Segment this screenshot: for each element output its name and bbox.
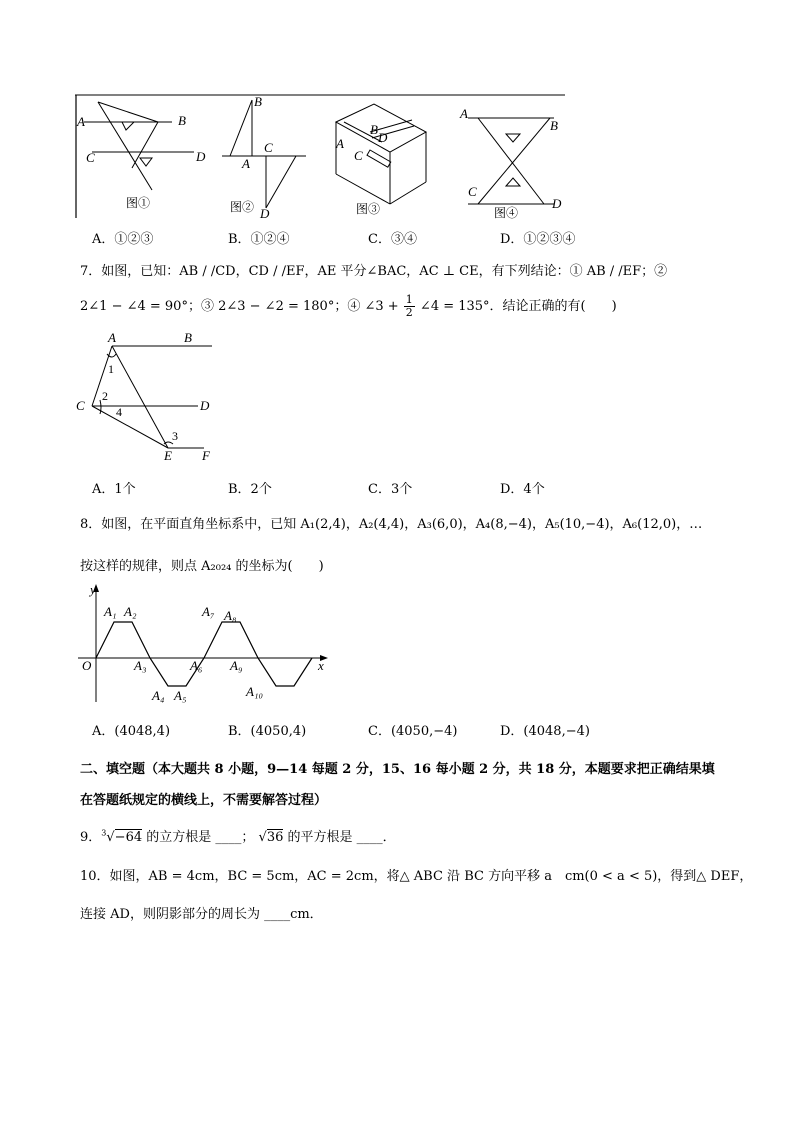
section2-heading-line2: 在答题纸规定的横线上，不需要解答过程） [80,793,328,808]
fig-option-a[interactable]: A．①②③ [92,232,154,247]
q7-figure [72,330,222,464]
fig2-label-b: B [254,94,262,109]
fig-option-d[interactable]: D．①②③④ [500,232,576,247]
q8-label-a2: A₂ [124,604,137,619]
figure-row [74,94,566,224]
q8-line2: 按这样的规律，则点 A₂₀₂₄ 的坐标为( ) [80,559,324,574]
q8-label-a8: A₈ [224,608,237,623]
q7-fraction [404,294,415,319]
fig-option-b[interactable]: B．①②④ [228,232,290,247]
q7-line2-a: 2∠1 − ∠4 = 90°；③ 2∠3 − ∠2 = 180°；④ ∠3 + [80,299,399,314]
q8-label-a3: A₃ [134,658,147,673]
q7-label-e: E [164,448,172,463]
fig2-caption: 图② [230,200,255,214]
fig3-caption: 图③ [356,202,381,216]
fig3-label-b: B [370,122,378,137]
q7-angle-3: 3 [172,429,178,443]
q9-mid: 的立方根是 ____； [146,830,255,845]
q7-option-a[interactable]: A．1个 [92,482,136,497]
q7-angle-4: 4 [116,405,122,419]
q8-option-b[interactable]: B．(4050,4) [228,724,307,739]
q8-option-a[interactable]: A．(4048,4) [92,724,171,739]
q9-root2-sign: √ [258,830,267,845]
q7-figure-drawing [72,330,222,464]
fig1-caption: 图① [126,196,151,210]
q8-label-a7: A₇ [202,604,215,619]
q7-angle-1: 1 [108,362,114,376]
q8-graph-drawing [74,582,336,708]
fig1-label-c: C [86,150,95,165]
fig4-label-b: B [550,118,558,133]
figure-3 [335,104,426,204]
q8-option-d[interactable]: D．(4048,−4) [500,724,590,739]
fig4-caption: 图④ [494,206,519,220]
q7-frac-num: 1 [405,293,413,306]
fig2-label-c: C [264,140,273,155]
q9-root1-sign: √ [106,830,115,845]
q7-label-c: C [76,398,85,413]
fig1-label-b: B [178,113,186,128]
q7-line1: 7．如图，已知：AB / /CD，CD / /EF，AE 平分∠BAC，AC ⊥ CE，有下列结论：① AB / /EF；② [80,264,668,279]
q8-label-y: y [90,582,96,597]
q9-root2-radicand: 36 [266,830,284,845]
q8-label-a5: A₅ [174,688,187,703]
q8-line1: 8．如图，在平面直角坐标系中，已知 A₁(2,4)，A₂(4,4)，A₃(6,0)，A₄(8,−4)，A₅(10,−4)，A₆(12,0)，… [80,517,703,532]
q8-label-a4: A₄ [152,688,165,703]
fig-option-c[interactable]: C．③④ [368,232,417,247]
q7-angle-2: 2 [102,389,108,403]
fig4-label-a: A [460,106,468,121]
figure-4 [459,106,562,211]
q9-root1-index: 3 [101,828,107,838]
q10-line1: 10．如图，AB = 4cm，BC = 5cm，AC = 2cm，将△ ABC 沿 BC 方向平移 a cm(0 < a < 5)，得到△ DEF， [80,869,753,884]
fig3-label-d: D [378,130,388,145]
q7-frac-den: 2 [405,306,413,319]
q7-option-d[interactable]: D．4个 [500,482,545,497]
q8-label-x: x [318,658,324,673]
q7-label-a: A [108,330,116,345]
q8-label-a10: A₁₀ [246,684,263,699]
q7-label-f: F [202,448,210,463]
figure-1 [76,102,206,190]
q7-line2-b: ∠4 = 135°．结论正确的有( ) [419,299,617,314]
fig3-label-a: A [336,136,344,151]
fig4-label-c: C [468,184,477,199]
fig3-label-c: C [354,148,363,163]
q9-line [80,826,396,845]
fig2-label-a: A [242,156,250,171]
q9-prefix: 9． [80,830,102,845]
q8-option-c[interactable]: C．(4050,−4) [368,724,458,739]
q9-suffix: 的平方根是 ____． [287,830,396,845]
q7-line2 [80,294,617,319]
fig1-label-a: A [77,114,85,129]
q7-label-d: D [200,398,210,413]
q10-line2: 连接 AD，则阴影部分的周长为 ____cm． [80,907,323,922]
q8-label-a1: A₁ [104,604,117,619]
fig1-label-d: D [196,149,206,164]
fig2-label-d: D [260,206,270,221]
section2-heading-line1: 二、填空题（本大题共 8 小题，9—14 每题 2 分，15、16 每小题 2 分，共 18 分，本题要求把正确结果填 [80,762,715,777]
fig4-label-d: D [552,196,562,211]
q8-label-a9: A₉ [230,658,243,673]
q8-label-a6: A₆ [190,658,203,673]
q7-option-c[interactable]: C．3个 [368,482,413,497]
q8-label-o: O [82,658,92,673]
q9-root1-radicand: −64 [114,830,143,845]
q8-graph [74,582,336,708]
q7-option-b[interactable]: B．2个 [228,482,272,497]
q7-label-b: B [184,330,192,345]
